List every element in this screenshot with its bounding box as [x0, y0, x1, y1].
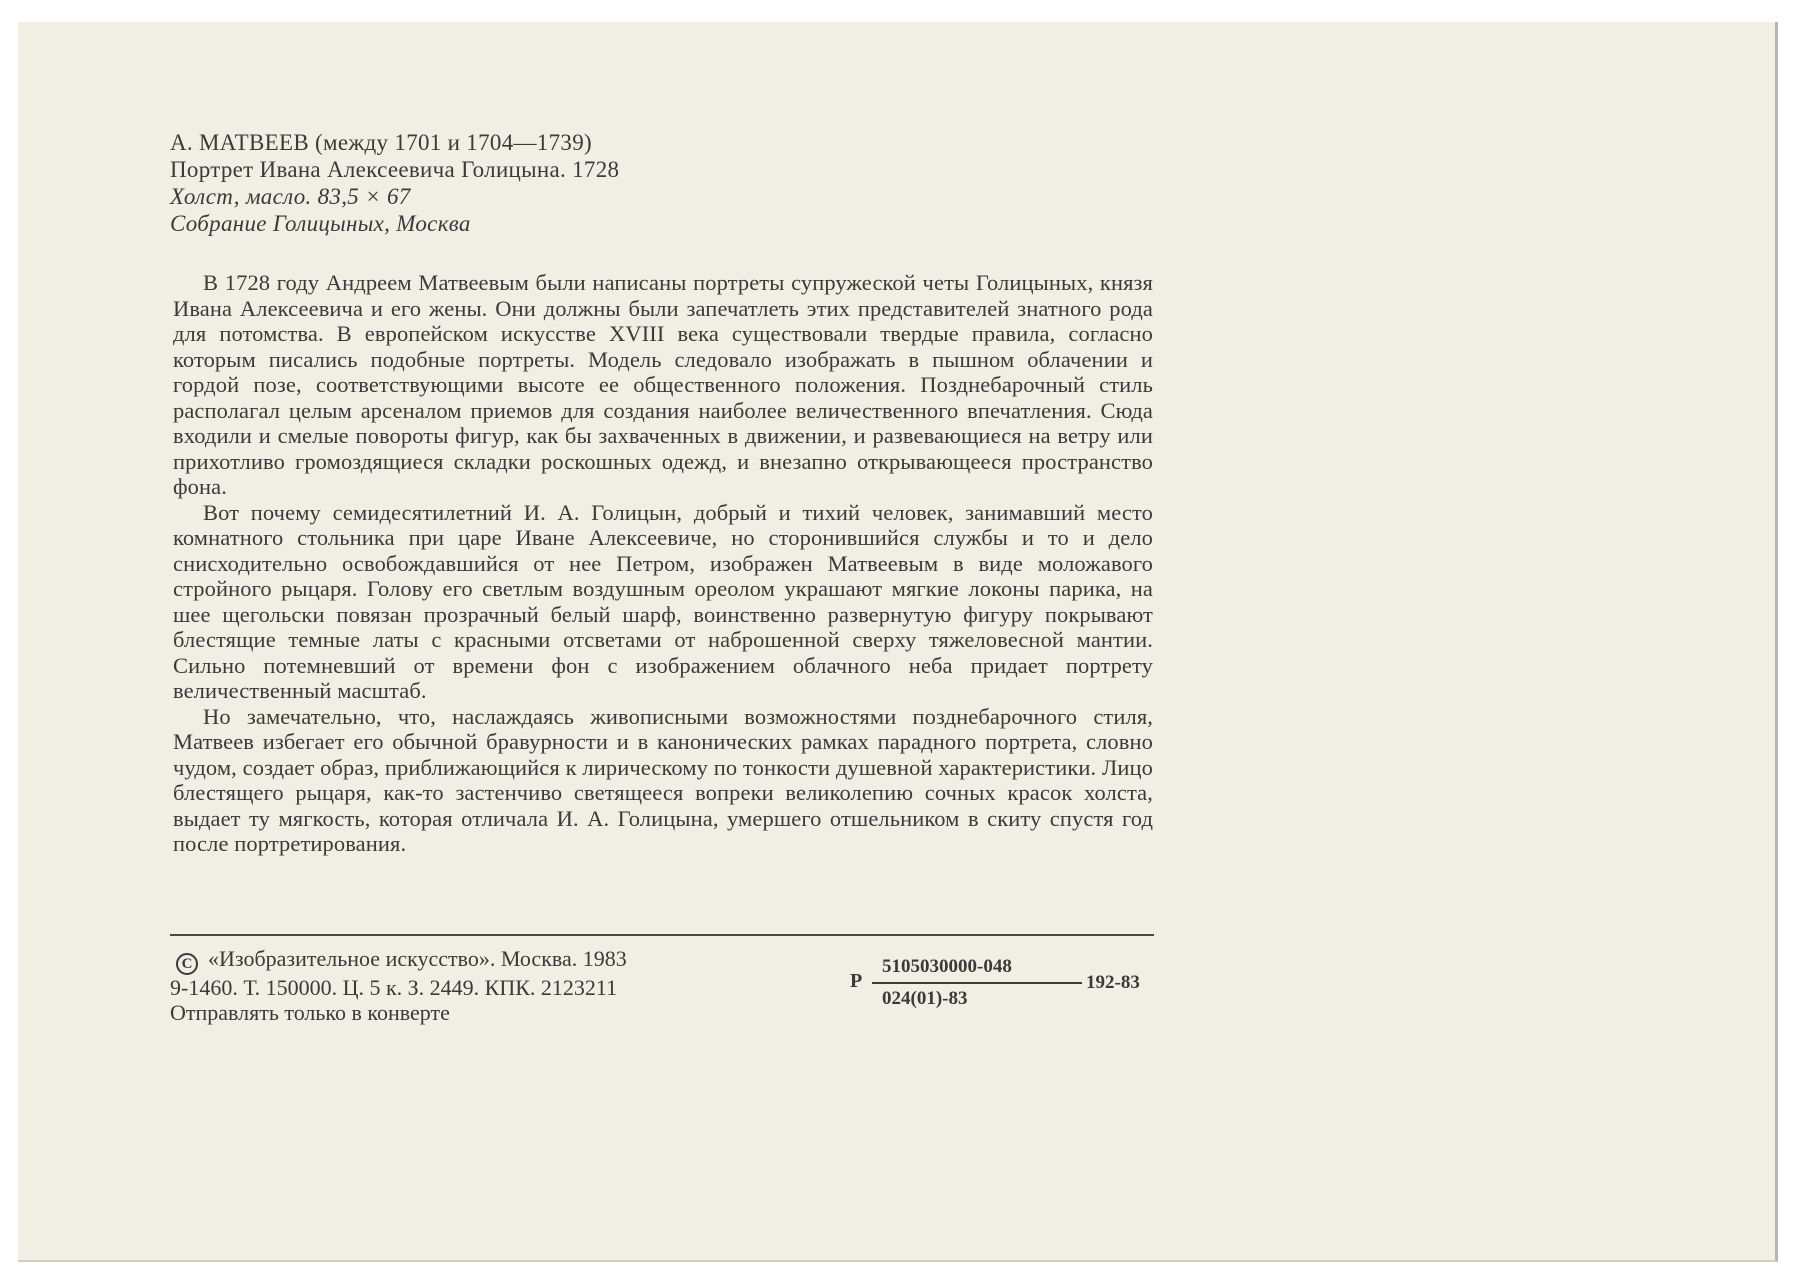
mailing-note: Отправлять только в конверте: [170, 1000, 450, 1025]
horizontal-divider: [170, 934, 1154, 936]
code-fraction-line: [872, 982, 1082, 984]
publisher-line: [170, 946, 627, 975]
paragraph-3: Но замечательно, что, наслаждаясь живописными возможностями позднебарочного стиля, Матвеев избегает его обычной бравурности и в канонических рамках парадного портрета, словно чудом, создает образ, приближающийся к лирическому по тонкости душевной характеристики. Лицо блестящего рыцаря, как-то застенчиво светящееся вопреки великолепию сочных красок холста, выдает ту мягкость, которая отличала И. А. Голицына, умершего отшельником в скиту спустя год после портретирования.: [173, 703, 1153, 856]
paragraph-1: В 1728 году Андреем Матвеевым были написаны портреты супружеской четы Голицыных, князя Ивана Алексеевича и его жены. Они должны были запечатлеть этих представителей знатного рода для потомства. В европейском искусстве XVIII века существовали твердые правила, согласно которым писались подобные портреты. Модель следовало изображать в пышном облачении и гордой позе, соответствующими высоте ее общественного положения. Позднебарочный стиль располагал целым арсеналом приемов для создания наиболее величественного впечатления. Сюда входили и смелые повороты фигур, как бы захваченных в движении, и развевающиеся на ветру или прихотливо громоздящиеся складки роскошных одежд, и внезапно открывающееся пространство фона.: [173, 270, 1153, 499]
copyright-icon: C: [176, 953, 198, 975]
publisher-imprint: [170, 946, 627, 1025]
code-denominator: 024(01)-83: [882, 988, 968, 1009]
postcard-back: [18, 22, 1778, 1262]
publisher-name: «Изобразительное искусство». Москва. 1983: [208, 946, 627, 971]
code-suffix: 192-83: [1086, 972, 1140, 993]
code-letter: Р: [850, 970, 863, 992]
catalog-code: [850, 956, 1160, 1016]
artwork-caption: [170, 129, 619, 237]
painting-title: Портрет Ивана Алексеевича Голицына. 1728: [170, 157, 620, 182]
paragraph-2: Вот почему семидесятилетний И. А. Голицын, добрый и тихий человек, занимавший место комнатного стольника при царе Иване Алексеевиче, но сторонившийся службы и то и дело снисходительно освобождавшийся от нее Петром, изображен Матвеевым в виде моложавого стройного рыцаря. Голову его светлым воздушным ореолом украшают мягкие локоны парика, на шее щегольски повязан прозрачный белый шарф, воинственно развернутую фигуру покрывают блестящие темные латы с красными отсветами от наброшенной сверху тяжеловесной мантии. Сильно потемневший от времени фон с изображением облачного неба придает портрету величественный масштаб.: [173, 499, 1153, 703]
description-text: [173, 270, 1153, 857]
medium-dimensions: Холст, масло. 83,5 × 67: [170, 184, 411, 209]
code-numerator: 5105030000-048: [882, 956, 1012, 977]
artist-line: А. МАТВЕЕВ (между 1701 и 1704—1739): [170, 130, 592, 155]
print-info: 9-1460. Т. 150000. Ц. 5 к. З. 2449. КПК. 2123211: [170, 975, 618, 1000]
collection-location: Собрание Голицыных, Москва: [170, 211, 471, 236]
